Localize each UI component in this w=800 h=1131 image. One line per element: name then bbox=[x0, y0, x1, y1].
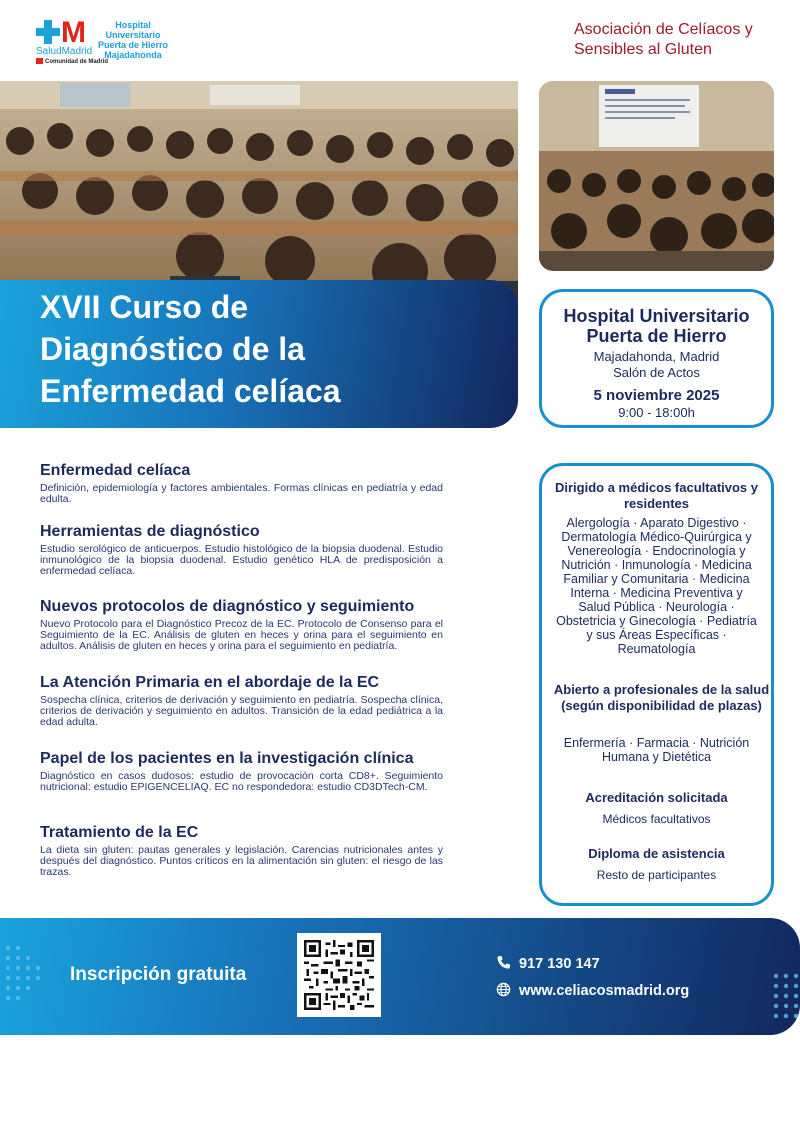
others-list: Enfermería · Farmacia · Nutrición Humana y Dietética bbox=[563, 736, 750, 764]
accreditation-heading: Acreditación solicitada bbox=[585, 790, 728, 805]
registration-footer bbox=[0, 918, 800, 1035]
audience-photo-main bbox=[0, 81, 518, 311]
event-date: 5 noviembre 2025 bbox=[593, 387, 720, 404]
venue-name: Hospital Universitario Puerta de Hierro bbox=[563, 306, 750, 346]
phone-number: 917 130 147 bbox=[519, 956, 600, 972]
accreditation-target: Médicos facultativos bbox=[602, 812, 711, 826]
topic-item bbox=[40, 597, 443, 652]
topic-title: La Atención Primaria en el abordaje de la EC bbox=[40, 674, 380, 691]
topic-description: La dieta sin gluten: pautas generales y legislación. Carencias nutricionales antes y después del diagnóstico. Puntos críticos en la alimentación sin gluten: el riesgo de las trazas. bbox=[40, 844, 443, 878]
topic-title: Herramientas de diagnóstico bbox=[40, 523, 260, 540]
topic-item bbox=[40, 673, 443, 728]
topic-item bbox=[40, 522, 443, 577]
topic-description: Sospecha clínica, criterios de derivación y seguimiento en pediatría. Sospecha clínica, criterios de derivación y seguimiento en adultos. Transición de la edad pediátrica a la edad adulta. bbox=[40, 694, 443, 728]
topic-description: Estudio serológico de anticuerpos. Estudio histológico de la biopsia duodenal. Estudio inmunológico de la biopsia duodenal. Estudio genético HLA de predisposición a enfermedad celíaca. bbox=[40, 543, 443, 577]
website-url: www.celiacosmadrid.org bbox=[519, 983, 690, 999]
topic-item bbox=[40, 461, 443, 505]
diploma-heading: Diploma de asistencia bbox=[588, 846, 725, 861]
topic-description: Definición, epidemiología y factores ambientales. Formas clínicas en pediatría y edad edulta. bbox=[40, 482, 443, 505]
audience-box bbox=[539, 463, 774, 906]
phone-contact[interactable] bbox=[496, 955, 600, 972]
venue-box bbox=[539, 289, 774, 428]
diploma-target: Resto de participantes bbox=[596, 868, 717, 882]
course-title-band bbox=[0, 280, 518, 428]
topic-item bbox=[40, 749, 443, 793]
logo-mark: M bbox=[61, 16, 86, 49]
topic-title: Enfermedad celíaca bbox=[40, 462, 191, 479]
topic-title: Nuevos protocolos de diagnóstico y seguimiento bbox=[40, 598, 415, 615]
flag-icon bbox=[36, 58, 43, 64]
topic-description: Diagnóstico en casos dudosos: estudio de provocación corta CD8+. Seguimiento nutricional: estudio EPIGENCELIAQ. EC no respondedora: estudio CD3DTech-CM. bbox=[40, 770, 443, 793]
hospital-name: Hospital Universitario Puerta de Hierro Majadahonda bbox=[97, 20, 169, 60]
qr-code[interactable] bbox=[297, 933, 381, 1017]
topic-title: Tratamiento de la EC bbox=[40, 824, 199, 841]
logo-salud-madrid: SaludMadrid bbox=[36, 46, 93, 57]
audience-photo-secondary bbox=[539, 81, 774, 271]
registration-label: Inscripción gratuita bbox=[70, 964, 247, 985]
others-heading: Abierto a profesionales de la salud (según disponibilidad de plazas) bbox=[553, 682, 770, 713]
doctors-specialties: Alergología · Aparato Digestivo · Dermatología Médico-Quirúrgica y Venereología · Endocrinología y Nutrición · Inmunología · Medicina Familiar y Comunitaria · Medicina Interna · Medicina Preventiva y Salud Pública · Neurología · Obstetricia y Ginecología · Pediatría y sus Áreas Específicas · Reumatología bbox=[556, 516, 757, 656]
phone-icon bbox=[496, 955, 511, 970]
topic-item bbox=[40, 823, 443, 878]
website-link[interactable] bbox=[496, 982, 689, 999]
decorative-dots-icon bbox=[770, 970, 800, 1026]
topic-title: Papel de los pacientes en la investigación clínica bbox=[40, 750, 414, 767]
event-time: 9:00 - 18:00h bbox=[618, 405, 695, 420]
association-name: Asociación de Celíacos y Sensibles al Gluten bbox=[574, 21, 753, 58]
hospital-cross-icon bbox=[36, 20, 60, 44]
topic-description: Nuevo Protocolo para el Diagnóstico Precoz de la EC. Protocolo de Consenso para el Seguimiento de la EC. Análisis de gluten en heces y orina para el seguimiento en adultos. Análisis de gluten en heces y orina para el seguimiento en pediatría. bbox=[40, 618, 443, 652]
venue-location: Majadahonda, Madrid Salón de Actos bbox=[593, 349, 720, 380]
course-title: XVII Curso de Diagnóstico de la Enfermedad celíaca bbox=[40, 289, 341, 409]
qr-code-icon bbox=[304, 940, 374, 1010]
decorative-dots-icon bbox=[0, 940, 46, 1010]
logo-comunidad: Comunidad de Madrid bbox=[36, 58, 108, 65]
doctors-heading: Dirigido a médicos facultativos y residentes bbox=[555, 480, 758, 511]
globe-icon bbox=[496, 982, 511, 997]
